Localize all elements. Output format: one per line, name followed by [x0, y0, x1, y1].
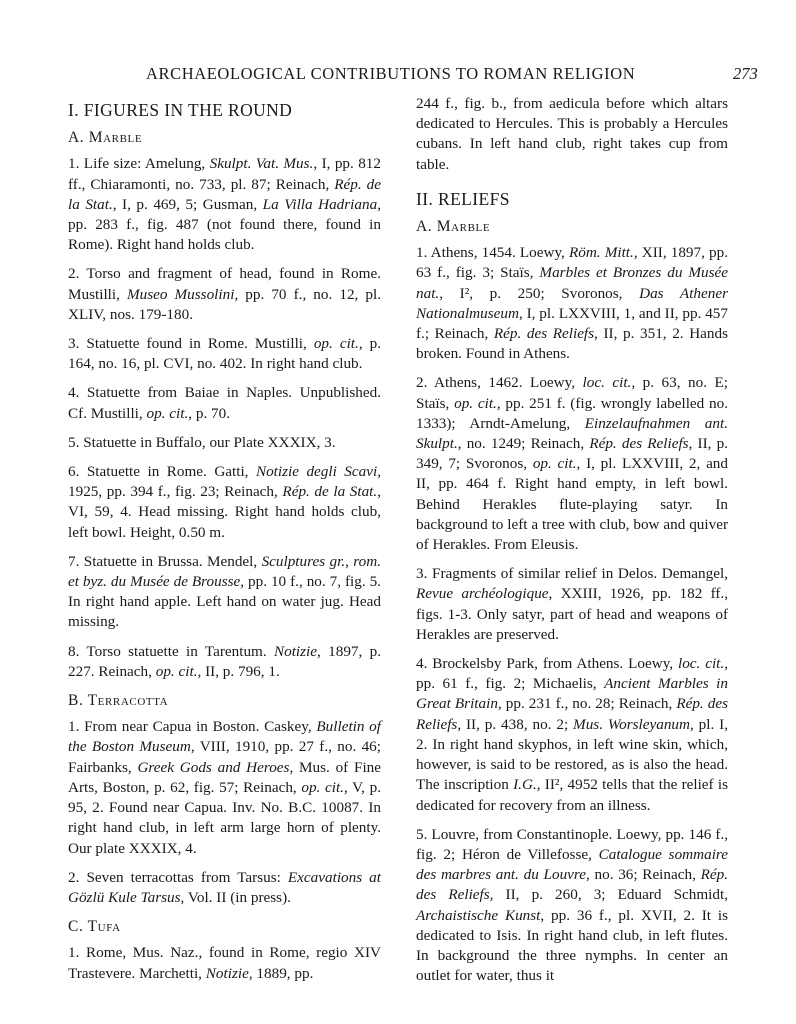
entry-paragraph — [68, 383, 381, 423]
entry-text: , II, p. 351, 2. Hands broken. Found in Athens. — [416, 325, 729, 363]
citation-title: Notizie — [205, 964, 249, 982]
entry-paragraph — [68, 552, 381, 633]
entry-text: , 1889, pp. — [248, 964, 314, 982]
entry-text: Brockelsby Park, from Athens. Loewy, — [427, 655, 678, 673]
entry-number: 5. — [68, 433, 80, 451]
entry-number: 1. — [68, 718, 80, 736]
entry-text: Statuette from Baiae in Naples. Unpublished. Cf. Mustilli, — [68, 384, 381, 422]
entry-number: 1. — [416, 244, 428, 262]
entry-text: Life size: Amelung, — [79, 155, 210, 173]
entry-text: Athens, 1462. Loewy, — [427, 374, 583, 392]
entry-paragraph — [68, 334, 381, 374]
entry-text: , I², p. 250; Svoronos, — [439, 284, 640, 302]
citation-title: Rép. de la Stat. — [68, 175, 381, 213]
entry-paragraph — [416, 564, 728, 645]
citation-title: I.G. — [513, 776, 537, 794]
citation-title: loc. cit. — [677, 655, 725, 673]
citation-title: Archaistische Kunst — [416, 906, 541, 924]
relief-entries — [416, 243, 728, 986]
continuation-paragraph: 244 f., fig. b., from aedicula before which altars dedicated to Hercules. This is probably a Hercules cubans. In left hand club, right takes cup from table. — [416, 95, 728, 173]
entry-number: 3. — [416, 565, 428, 583]
citation-title: La Villa Hadriana — [262, 195, 378, 213]
entry-text: , pp. 231 f., no. 28; Reinach, — [497, 695, 677, 713]
entry-number: 6. — [68, 463, 80, 481]
subsection-terracotta: B. Terracotta — [68, 692, 169, 710]
citation-title: Revue archéologique — [416, 585, 549, 603]
entry-number: 5. — [416, 825, 428, 843]
citation-title: Röm. Mitt. — [568, 244, 634, 262]
entry-text: Athens, 1454. Loewy, — [427, 244, 569, 262]
entry-text: Statuette in Buffalo, our Plate XXXIX, 3. — [79, 433, 336, 451]
entry-number: 1. — [68, 155, 80, 173]
entry-text: , pp. 10 f., no. 7, fig. 5. In right hand apple. Left hand on water jug. Head missing. — [68, 573, 381, 631]
page-number: 273 — [733, 64, 758, 83]
citation-title: Rép. de la Stat. — [282, 483, 378, 501]
entry-text: Louvre, from Constantinople. Loewy, pp. 146 f., fig. 2; Héron de Villefosse, — [416, 825, 728, 863]
citation-title: Das Athener Nationalmuseum — [416, 284, 729, 322]
entry-text: , p. 63, no. E; Staïs, — [416, 374, 729, 412]
citation-title: op. cit. — [155, 662, 198, 680]
entry-paragraph — [68, 462, 381, 543]
entry-text: , II, p. 796, 1. — [197, 662, 280, 680]
entry-text: , V, p. 95, 2. Found near Capua. Inv. No. B.C. 10087. In right hand club, in left arm large horn of plenty. Our plate XXXIX, 4. — [68, 778, 382, 857]
citation-title: op. cit. — [313, 335, 359, 353]
entry-text: , II, p. 438, no. 2; — [457, 715, 574, 733]
citation-title: Bulletin of the Boston Museum — [68, 718, 381, 756]
subsection-relief-marble: A. Marble — [416, 218, 491, 236]
entry-text: , I, pp. 812 ff., Chiaramonti, no. 733, pl. 87; Reinach, — [68, 155, 381, 193]
entry-text: , VI, 59, 4. Head missing. Right hand holds club, left bowl. Height, 0.50 m. — [68, 483, 381, 541]
citation-title: Rép. des Reliefs — [416, 695, 728, 733]
entry-paragraph — [68, 642, 381, 682]
tufa-entries — [68, 943, 381, 983]
entry-text: , I, pl. LXXVIII, 2, and II, pp. 464 f. Right hand empty, in left bowl. Behind Herakles flute-playing satyr. In background to left a tree with club, bow and quiver of Herakles. From Eleusis. — [416, 455, 728, 554]
left-column — [68, 94, 381, 993]
entry-text: Fragments of similar relief in Delos. Demangel, — [427, 565, 728, 583]
subsection-marble: A. Marble — [68, 129, 143, 147]
entry-paragraph — [416, 825, 728, 987]
citation-title: Ancient Marbles in Great Britain — [416, 675, 728, 713]
entry-text: , II², 4952 tells that the relief is dedicated for recovery from an illness. — [416, 776, 728, 814]
citation-title: op. cit. — [532, 455, 577, 473]
entry-paragraph — [416, 243, 728, 364]
citation-title: Notizie degli Scavi — [255, 463, 378, 481]
entry-text: , no. 36; Reinach, — [586, 866, 701, 884]
entry-text: , p. 70. — [188, 404, 231, 422]
right-column — [416, 94, 728, 995]
entry-text: Statuette in Brussa. Mendel, — [79, 552, 262, 570]
entry-paragraph — [68, 943, 381, 983]
entry-paragraph — [416, 654, 728, 816]
entry-text: , pp. 36 f., pl. XVII, 2. It is dedicated to Isis. In right hand club, in left flutes. In background the three nymphs. In center an outlet for water, thus it — [416, 906, 728, 985]
citation-title: Skulpt. Vat. Mus. — [209, 155, 314, 173]
citation-title: Museo Mussolini — [126, 285, 235, 303]
citation-title: Catalogue sommaire des marbres ant. du Louvre — [416, 845, 728, 884]
entry-text: , 1897, p. 227. Reinach, — [68, 642, 381, 680]
entry-paragraph — [416, 373, 728, 555]
entry-text: , no. 1249; Reinach, — [457, 435, 590, 453]
entry-text: , pp. 283 f., fig. 487 (not found there, found in Rome). Right hand holds club. — [68, 195, 381, 254]
citation-title: Notizie — [273, 642, 318, 660]
subsection-tufa: C. Tufa — [68, 918, 121, 936]
entry-text: Torso statuette in Tarentum. — [79, 642, 274, 660]
citation-title: Sculptures gr., rom. et byz. du Musée de Brousse — [68, 552, 381, 591]
entry-number: 2. — [68, 265, 80, 283]
citation-title: op. cit. — [454, 394, 497, 412]
citation-title: Rép. des Reliefs — [589, 435, 689, 453]
entry-text: , I, pl. LXXVIII, 1, and II, pp. 457 f.; Reinach, — [416, 304, 728, 343]
entry-number: 7. — [68, 552, 80, 570]
entry-text: , 1925, pp. 394 f., fig. 23; Reinach, — [68, 463, 381, 501]
entry-number: 1. — [68, 944, 80, 962]
section-title-reliefs: II. RELIEFS — [416, 188, 510, 209]
citation-title: Einzelaufnahmen ant. Skulpt. — [416, 414, 729, 453]
marble-entries — [68, 154, 381, 682]
entry-text: , p. 164, no. 16, pl. CVI, no. 402. In right hand club. — [68, 335, 382, 373]
entry-number: 8. — [68, 642, 80, 660]
entry-text: From near Capua in Boston. Caskey, — [79, 718, 317, 736]
citation-title: Mus. Worsleyanum — [573, 715, 690, 733]
entry-text: , pp. 61 f., fig. 2; Michaelis, — [416, 655, 728, 693]
citation-title: Rép. des Reliefs — [416, 866, 728, 904]
entry-paragraph — [68, 868, 381, 908]
entry-text: Statuette found in Rome. Mustilli, — [79, 335, 314, 353]
entry-text: , pp. 251 f. (fig. wrongly labelled no. 1333); Arndt-Amelung, — [416, 394, 728, 432]
entry-text: , II, p. 260, 3; Eduard Schmidt, — [489, 886, 728, 904]
entry-text: Seven terracottas from Tarsus: — [79, 868, 288, 886]
entry-text: , II, p. 349, 7; Svoronos, — [416, 435, 729, 473]
entry-paragraph — [68, 717, 381, 858]
citation-title: op. cit. — [301, 778, 344, 796]
entry-text: , I, p. 469, 5; Gusman, — [112, 195, 263, 213]
entry-text: , pp. 70 f., no. 12, pl. XLIV, nos. 179-180. — [68, 285, 381, 323]
entry-text: Rome, Mus. Naz., found in Rome, regio XIV Trastevere. Marchetti, — [68, 944, 381, 982]
entry-number: 2. — [416, 374, 428, 392]
citation-title: Greek Gods and Heroes — [137, 758, 290, 776]
entry-number: 2. — [68, 868, 80, 886]
citation-title: loc. cit. — [582, 374, 632, 392]
citation-title: Excavations at Gözlü Kule Tarsus — [68, 868, 381, 906]
citation-title: op. cit. — [146, 404, 189, 422]
entry-paragraph — [68, 433, 381, 453]
entry-text: , XII, 1897, pp. 63 f., fig. 3; Staïs, — [416, 244, 728, 282]
entry-text: Torso and fragment of head, found in Rome. Mustilli, — [68, 265, 381, 303]
entry-number: 4. — [68, 384, 80, 402]
entry-text: , Mus. of Fine Arts, Boston, p. 62, fig. 57; Reinach, — [68, 758, 381, 796]
section-title-figures: I. FIGURES IN THE ROUND — [68, 100, 293, 120]
entry-text: , Vol. II (in press). — [180, 888, 291, 906]
entry-number: 3. — [68, 335, 80, 353]
citation-title: Marbles et Bronzes du Musée nat. — [416, 264, 729, 302]
entry-text: Statuette in Rome. Gatti, — [79, 463, 256, 481]
entry-text: , VIII, 1910, pp. 27 f., no. 46; Fairbanks, — [68, 738, 381, 776]
entry-number: 4. — [416, 655, 428, 673]
terracotta-entries — [68, 717, 381, 908]
entry-paragraph — [68, 264, 381, 325]
entry-paragraph — [68, 154, 381, 255]
entry-text: , XXIII, 1926, pp. 182 ff., figs. 1-3. Only satyr, part of head and weapons of Herakles are preserved. — [416, 585, 729, 643]
running-head: ARCHAEOLOGICAL CONTRIBUTIONS TO ROMAN RELIGION — [146, 64, 636, 83]
entry-text: , pl. I, 2. In right hand skyphos, in left wine skin, which, however, is said to be restored, as is also the head. The inscription — [416, 715, 729, 794]
citation-title: Rép. des Reliefs — [493, 325, 595, 343]
